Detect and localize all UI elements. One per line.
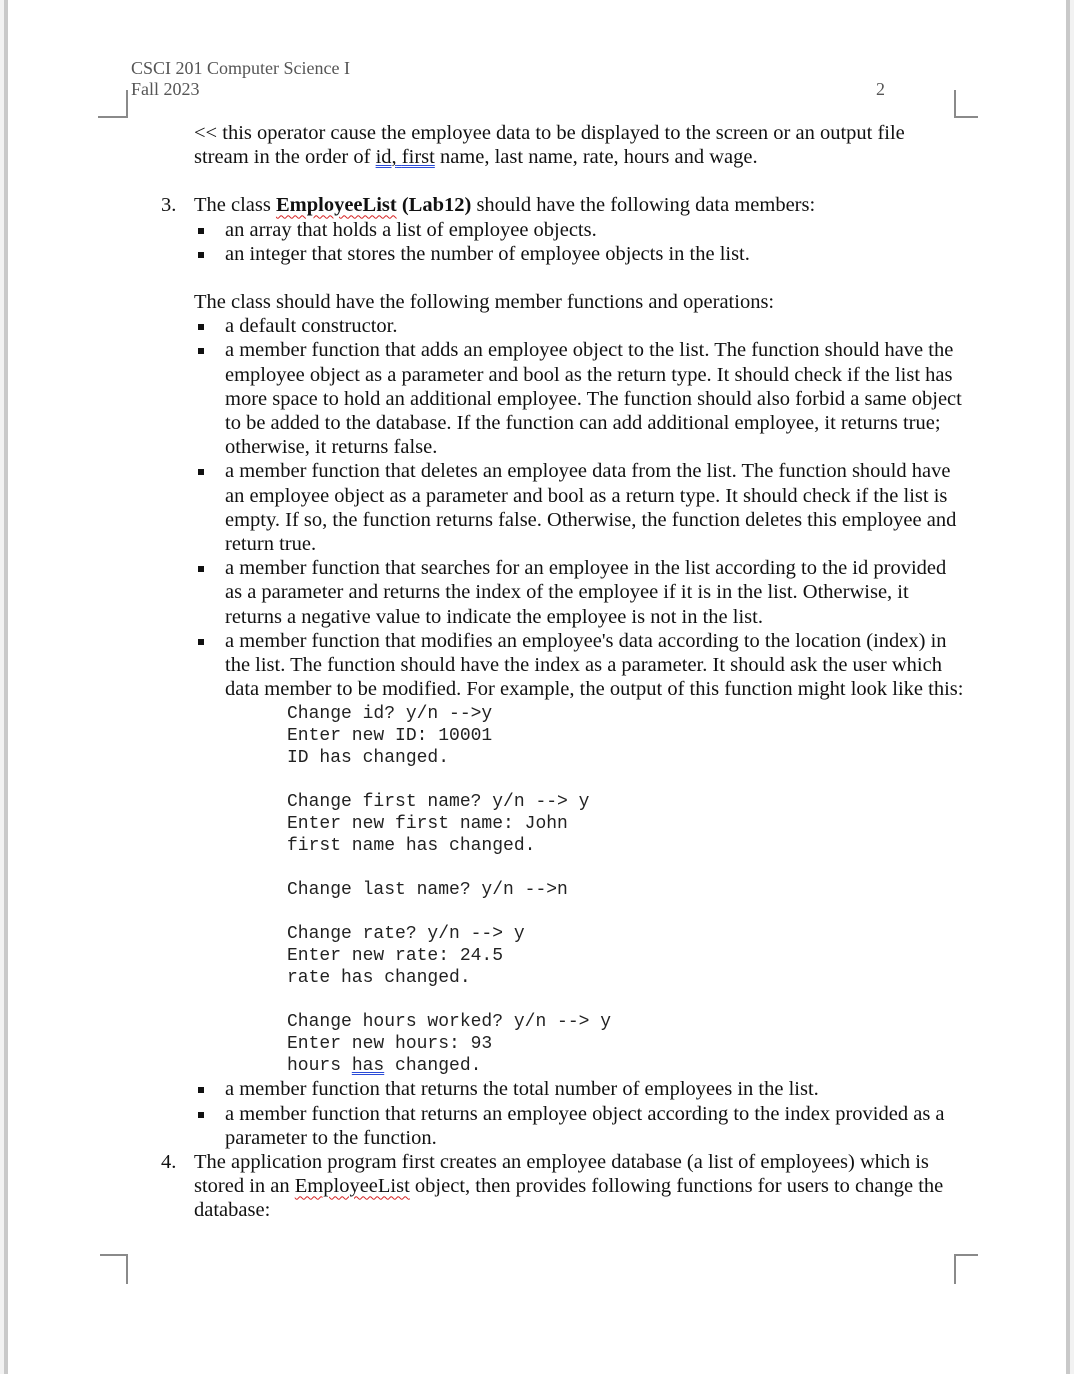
member-functions-list	[194, 314, 964, 1150]
code-line: first name has changed.	[287, 836, 536, 857]
code-line	[287, 989, 964, 1011]
intro-text: << this operator cause the employee data to be displayed to the screen or an output file stream in the order of	[194, 122, 905, 169]
grammar-flag-first: first	[401, 146, 435, 169]
list-item: a member function that searches for an employee in the list according to the id provided as a parameter and returns the index of the employee if it is in the list. Otherwise, it returns a negative value to indicate the employee is not in the list.	[194, 556, 964, 629]
code-line: Change hours worked? y/n --> y	[287, 1012, 612, 1033]
functions-intro: The class should have the following member functions and operations:	[194, 291, 775, 314]
code-text-end: changed.	[384, 1056, 482, 1077]
page-number: 2	[876, 79, 885, 99]
code-line: Change first name? y/n --> y	[287, 792, 590, 813]
code-line: Enter new ID: 10001	[287, 726, 493, 747]
code-line	[287, 857, 964, 879]
item4-text-end: object, then provides following functions for users to change the database:	[194, 1175, 944, 1222]
crop-mark-bottom-left	[100, 1254, 128, 1284]
list-item-3	[161, 193, 964, 1150]
item3-heading	[194, 193, 964, 217]
code-line: Enter new hours: 93	[287, 1034, 493, 1055]
class-name-employeelist-2: EmployeeList	[294, 1175, 410, 1198]
list-item-4	[161, 1150, 964, 1223]
page-edge-left	[4, 0, 8, 1374]
code-line: Change rate? y/n --> y	[287, 924, 525, 945]
item4-text-start: The application program first creates an employee database (a list of employees) which is stored in an	[194, 1151, 929, 1198]
list-item: a member function that deletes an employee data from the list. The function should have an employee object as a parameter and bool as a return type. It should check if the list is empty. If so, the function returns false. Otherwise, the function deletes this employee and return true.	[194, 459, 964, 556]
grammar-flag-id: id,	[375, 146, 397, 169]
list-item: a member function that returns the total number of employees in the list.	[194, 1077, 964, 1101]
code-line	[287, 769, 964, 791]
header-term: Fall 2023	[131, 79, 200, 99]
list-item: an integer that stores the number of employee objects in the list.	[194, 242, 964, 266]
code-line: ID has changed.	[287, 748, 450, 769]
code-line: rate has changed.	[287, 968, 471, 989]
crop-mark-top-right	[954, 90, 978, 118]
code-text: hours	[287, 1056, 352, 1077]
page-edge-right	[1066, 0, 1070, 1374]
code-line	[287, 901, 964, 923]
item-number-3: 3.	[161, 194, 177, 217]
list-item	[194, 629, 964, 1078]
document-page	[4, 0, 1070, 1374]
code-line: Enter new rate: 24.5	[287, 946, 504, 967]
spacer	[194, 266, 964, 290]
item3-text: The class	[194, 194, 276, 217]
class-name-employeelist: EmployeeList	[275, 194, 397, 217]
intro-paragraph	[194, 121, 964, 169]
code-line: Enter new first name: John	[287, 814, 568, 835]
crop-mark-top-left	[98, 90, 128, 118]
list-item: a default constructor.	[194, 314, 964, 338]
item3-text-end: should have the following data members:	[471, 194, 816, 217]
lab-label: (Lab12)	[396, 194, 472, 217]
data-members-list	[194, 218, 964, 266]
list-item: a member function that returns an employee object according to the index provided as a parameter to the function.	[194, 1102, 964, 1150]
code-line: Change last name? y/n -->n	[287, 880, 568, 901]
item4-text	[194, 1150, 964, 1223]
code-line-last	[287, 1055, 964, 1077]
code-line: Change id? y/n -->y	[287, 704, 493, 725]
intro-text-end: name, last name, rate, hours and wage.	[434, 146, 758, 169]
spacer	[194, 169, 964, 193]
modify-function-text: a member function that modifies an employee's data according to the location (index) in the list. The function should have the index as a parameter. It should ask the user which data member to be modified. For example, the output of this function might look like this:	[225, 629, 964, 701]
item-number-4: 4.	[161, 1151, 177, 1174]
list-item: a member function that adds an employee object to the list. The function should have the employee object as a parameter and bool as the return type. It should check if the list has more space to hold an additional employee. The function should also forbid a same object to be added to the database. If the function can add additional employee, it returns true; otherwise, it returns false.	[194, 338, 964, 459]
list-item: an array that holds a list of employee objects.	[194, 218, 964, 242]
sample-output-code	[287, 703, 964, 1077]
header-course: CSCI 201 Computer Science I	[131, 58, 350, 78]
grammar-flag-has: has	[351, 1056, 385, 1077]
document-body	[161, 121, 964, 1223]
crop-mark-bottom-right	[954, 1254, 978, 1284]
page-header	[131, 58, 350, 100]
